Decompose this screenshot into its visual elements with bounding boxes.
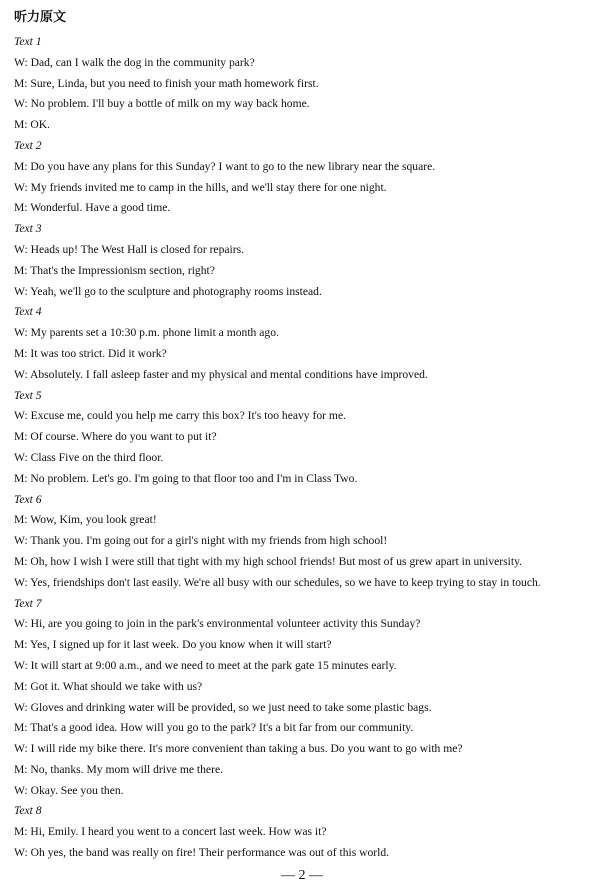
section-heading: Text 3 — [14, 222, 42, 236]
page-title: 听力原文 — [14, 10, 67, 25]
dialogue-line: W: Yeah, we'll go to the sculpture and photography rooms instead. — [14, 284, 322, 298]
section-heading: Text 8 — [14, 804, 42, 818]
dialogue-line: W: Hi, are you going to join in the park's environmental volunteer activity this Sunday? — [14, 617, 421, 631]
dialogue-line: M: Hi, Emily. I heard you went to a concert last week. How was it? — [14, 825, 327, 839]
section-heading: Text 1 — [14, 35, 42, 48]
dialogue-line: W: It will start at 9:00 a.m., and we need to meet at the park gate 15 minutes early. — [14, 658, 397, 672]
page-number: — 2 — — [281, 868, 323, 883]
dialogue-line: M: Of course. Where do you want to put it? — [14, 430, 217, 444]
dialogue-line: W: My parents set a 10:30 p.m. phone limit a month ago. — [14, 326, 279, 340]
dialogue-line: W: Oh yes, the band was really on fire! Their performance was out of this world. — [14, 846, 390, 860]
dialogue-line: M: No problem. Let's go. I'm going to that floor too and I'm in Class Two. — [14, 471, 358, 485]
dialogue-line: W: Dad, can I walk the dog in the community park? — [14, 55, 255, 69]
section-heading: Text 4 — [14, 305, 42, 319]
dialogue-line: M: That's a good idea. How will you go to the park? It's a bit far from our community. — [14, 721, 414, 735]
transcript-lines — [14, 32, 599, 864]
dialogue-line: W: Thank you. I'm going out for a girl's night with my friends from high school! — [14, 534, 388, 548]
dialogue-line: M: That's the Impressionism section, right? — [14, 263, 215, 277]
dialogue-line: M: Oh, how I wish I were still that tight with my high school friends! But most of us grew apart in university. — [14, 554, 523, 568]
dialogue-line: W: No problem. I'll buy a bottle of milk on my way back home. — [14, 97, 310, 111]
dialogue-line: M: Got it. What should we take with us? — [14, 679, 203, 693]
dialogue-line: W: Okay. See you then. — [14, 783, 124, 797]
dialogue-line: W: Absolutely. I fall asleep faster and my physical and mental conditions have improved. — [14, 367, 428, 381]
section-heading: Text 6 — [14, 492, 42, 506]
dialogue-line: M: Wonderful. Have a good time. — [14, 201, 171, 215]
dialogue-line: W: I will ride my bike there. It's more convenient than taking a bus. Do you want to go with me? — [14, 742, 463, 756]
dialogue-line: W: My friends invited me to camp in the hills, and we'll stay there for one night. — [14, 180, 387, 194]
dialogue-line: M: No, thanks. My mom will drive me there. — [14, 762, 223, 776]
dialogue-line: M: Sure, Linda, but you need to finish your math homework first. — [14, 76, 319, 90]
dialogue-line: W: Gloves and drinking water will be provided, so we just need to take some plastic bags. — [14, 700, 432, 714]
section-heading: Text 5 — [14, 388, 42, 402]
dialogue-line: M: OK. — [14, 118, 51, 132]
dialogue-line: W: Excuse me, could you help me carry this box? It's too heavy for me. — [14, 409, 346, 423]
dialogue-line: W: Heads up! The West Hall is closed for repairs. — [14, 242, 245, 256]
section-heading: Text 7 — [14, 596, 42, 610]
dialogue-line: M: Do you have any plans for this Sunday? I want to go to the new library near the square. — [14, 159, 436, 173]
dialogue-line: M: Wow, Kim, you look great! — [14, 513, 157, 527]
section-heading: Text 2 — [14, 138, 42, 152]
dialogue-line: W: Class Five on the third floor. — [14, 450, 164, 464]
dialogue-line: M: Yes, I signed up for it last week. Do you know when it will start? — [14, 638, 332, 652]
dialogue-line: M: It was too strict. Did it work? — [14, 346, 167, 360]
dialogue-line: W: Yes, friendships don't last easily. We're all busy with our schedules, so we have to keep trying to stay in touch. — [14, 575, 541, 589]
